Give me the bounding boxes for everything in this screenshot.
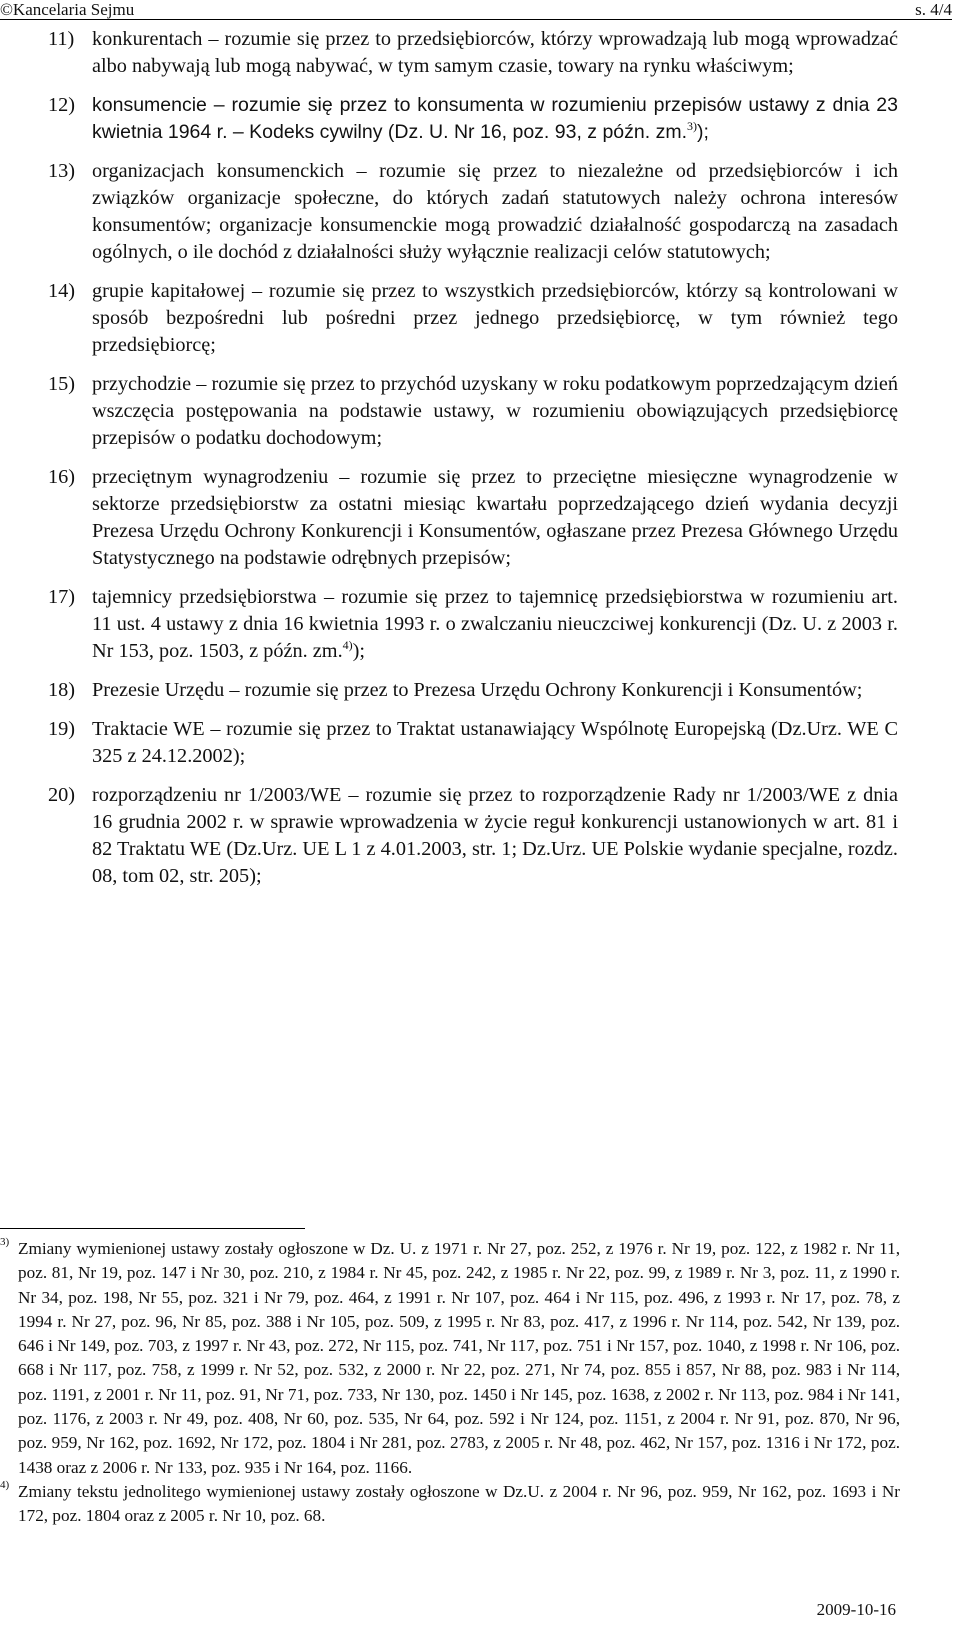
definition-number: 15): [48, 373, 76, 395]
footnotes-section: [0, 1237, 900, 1529]
definition-item: [48, 26, 898, 80]
header-divider: [0, 19, 952, 20]
definition-text: rozporządzeniu nr 1/2003/WE – rozumie się przez to rozporządzenie Rady nr 1/2003/WE z dnia 16 grudnia 2002 r. w sprawie wprowadzenia w życie reguł konkurencji ustanowionych w art. 81 i 82 Traktatu WE (Dz.Urz. UE L 1 z 4.01.2003, str. 1; Dz.Urz. UE Polskie wydanie specjalne, rozdz. 08, tom 02, str. 205);: [92, 784, 898, 887]
definition-item: [48, 677, 898, 704]
page-number: s. 4/4: [915, 0, 952, 19]
definition-text: przychodzie – rozumie się przez to przychód uzyskany w roku podatkowym poprzedzającym dzień wszczęcia postępowania na podstawie ustawy, w rozumieniu obowiązujących przedsiębiorcę przepisów o podatku dochodowym;: [92, 373, 898, 449]
definition-number: 14): [48, 280, 76, 302]
definition-item: [48, 158, 898, 266]
definition-text: Traktacie WE – rozumie się przez to Traktat ustanawiający Wspólnotę Europejską (Dz.Urz. WE C 325 z 24.12.2002);: [92, 718, 898, 767]
footnote-divider: [0, 1228, 305, 1229]
definition-item: [48, 464, 898, 572]
definition-item: [48, 278, 898, 359]
footnote: 3) Zmiany wymienionej ustawy zostały ogłoszone w Dz. U. z 1971 r. Nr 27, poz. 252, z 1976 r. Nr 19, poz. 122, z 1982 r. Nr 11, poz. 81, Nr 19, poz. 147 i Nr 30, poz. 210, z 1984 r. Nr 45, poz. 242, z 1985 r. Nr 22, poz. 99, z 1989 r. Nr 3, poz. 11, z 1990 r. Nr 34, poz. 198, Nr 55, poz. 321 i Nr 79, poz. 464, z 1991 r. Nr 107, poz. 464 i Nr 115, poz. 496, z 1993 r. Nr 17, poz. 78, z 1994 r. Nr 27, poz. 96, Nr 85, poz. 388 i Nr 105, poz. 509, z 1995 r. Nr 83, poz. 417, z 1996 r. Nr 114, poz. 542, Nr 139, poz. 646 i Nr 149, poz. 703, z 1997 r. Nr 43, poz. 272, Nr 115, poz. 741, Nr 117, poz. 751 i Nr 157, poz. 1040, z 1998 r. Nr 106, poz. 668 i Nr 117, poz. 758, z 1999 r. Nr 52, poz. 532, z 2000 r. Nr 22, poz. 271, Nr 74, poz. 855 i 857, Nr 88, poz. 983 i Nr 114, poz. 1191, z 2001 r. Nr 11, poz. 91, Nr 71, poz. 733, Nr 130, poz. 1450 i Nr 145, poz. 1638, z 2002 r. Nr 113, poz. 984 i Nr 141, poz. 1176, z 2003 r. Nr 49, poz. 408, Nr 60, poz. 535, Nr 64, poz. 592 i Nr 124, poz. 1151, z 2004 r. Nr 91, poz. 870, Nr 96, poz. 959, Nr 162, poz. 1692, Nr 172, poz. 1804 i Nr 281, poz. 2783, z 2005 r. Nr 48, poz. 462, Nr 157, poz. 1316 i Nr 172, poz. 1438 oraz z 2006 r. Nr 133, poz. 935 i Nr 164, poz. 1166.: [0, 1236, 900, 1477]
footnote-ref[interactable]: 3): [687, 119, 697, 133]
definition-item: [48, 371, 898, 452]
definition-number: 17): [48, 586, 76, 608]
definition-text: tajemnicy przedsiębiorstwa – rozumie się przez to tajemnicę przedsiębiorstwa w rozumieniu art. 11 ust. 4 ustawy z dnia 16 kwietnia 1993 r. o zwalczaniu nieuczciwej konkurencji (Dz. U. z 2003 r. Nr 153, poz. 1503, z późn. zm.: [92, 586, 898, 662]
footnote-text: Zmiany tekstu jednolitego wymienionej ustawy zostały ogłoszone w Dz.U. z 2004 r. Nr 96, poz. 959, Nr 162, poz. 1693 i Nr 172, poz. 1804 oraz z 2005 r. Nr 10, poz. 68.: [18, 1481, 900, 1526]
footnote-text: Zmiany wymienionej ustawy zostały ogłoszone w Dz. U. z 1971 r. Nr 27, poz. 252, z 1976 r. Nr 19, poz. 122, z 1982 r. Nr 11, poz. 81, Nr 19, poz. 147 i Nr 30, poz. 210, z 1984 r. Nr 45, poz. 242, z 1985 r. Nr 22, poz. 99, z 1989 r. Nr 3, poz. 11, z 1990 r. Nr 34, poz. 198, Nr 55, poz. 321 i Nr 79, poz. 464, z 1991 r. Nr 107, poz. 464 i Nr 115, poz. 496, z 1993 r. Nr 17, poz. 78, z 1994 r. Nr 27, poz. 96, Nr 85, poz. 388 i Nr 105, poz. 509, z 1995 r. Nr 83, poz. 417, z 1996 r. Nr 114, poz. 542, Nr 139, poz. 646 i Nr 149, poz. 703, z 1997 r. Nr 43, poz. 272, Nr 115, poz. 741, Nr 117, poz. 751 i Nr 157, poz. 1040, z 1998 r. Nr 106, poz. 668 i Nr 117, poz. 758, z 1999 r. Nr 52, poz. 532, z 2000 r. Nr 22, poz. 271, Nr 74, poz. 855 i 857, Nr 88, poz. 983 i Nr 114, poz. 1191, z 2001 r. Nr 11, poz. 91, Nr 71, poz. 733, Nr 130, poz. 1450 i Nr 145, poz. 1638, z 2002 r. Nr 113, poz. 984 i Nr 141, poz. 1176, z 2003 r. Nr 49, poz. 408, Nr 60, poz. 535, Nr 64, poz. 592 i Nr 124, poz. 1151, z 2004 r. Nr 91, poz. 870, Nr 96, poz. 959, Nr 162, poz. 1692, Nr 172, poz. 1804 i Nr 281, poz. 2783, z 2005 r. Nr 48, poz. 462, Nr 157, poz. 1316 i Nr 172, poz. 1438 oraz z 2006 r. Nr 133, poz. 935 i Nr 164, poz. 1166.: [18, 1239, 900, 1477]
definition-item: [48, 716, 898, 770]
definition-item: [48, 584, 898, 665]
definition-text: organizacjach konsumenckich – rozumie się przez to niezależne od przedsiębiorców i ich związków organizacje społeczne, do których zadań statutowych należy ochrona interesów konsumentów; organizacje konsumenckie mogą prowadzić działalność gospodarczą na zasadach ogólnych, o ile dochód z działalności służy wyłącznie realizacji celów statutowych;: [92, 160, 898, 263]
definition-item: [48, 782, 898, 890]
footnote: 4) Zmiany tekstu jednolitego wymienionej ustawy zostały ogłoszone w Dz.U. z 2004 r. Nr 96, poz. 959, Nr 162, poz. 1693 i Nr 172, poz. 1804 oraz z 2005 r. Nr 10, poz. 68.: [0, 1478, 900, 1526]
definition-item: [48, 92, 898, 146]
definition-text: grupie kapitałowej – rozumie się przez to wszystkich przedsiębiorców, którzy są kontrolowani w sposób bezpośredni lub pośredni przez jednego przedsiębiorcę, w tym również tego przedsiębiorcę;: [92, 280, 898, 356]
definition-number: 11): [48, 28, 75, 50]
copyright-label: ©Kancelaria Sejmu: [0, 0, 135, 19]
definition-number: 20): [48, 784, 76, 806]
definition-number: 18): [48, 679, 76, 701]
definition-text: konkurentach – rozumie się przez to przedsiębiorców, którzy wprowadzają lub mogą wprowadzać albo nabywają lub mogą nabywać, w tym samym czasie, towary na rynku właściwym;: [92, 28, 898, 77]
definition-text: konsumencie – rozumie się przez to konsumenta w rozumieniu przepisów ustawy z dnia 23 kwietnia 1964 r. – Kodeks cywilny (Dz. U. Nr 16, poz. 93, z późn. zm.: [92, 94, 898, 143]
definition-text: przeciętnym wynagrodzeniu – rozumie się przez to przeciętne miesięczne wynagrodzenie w sektorze przedsiębiorstw za ostatni miesiąc kwartału poprzedzającego dzień wydania decyzji Prezesa Urzędu Ochrony Konkurencji i Konsumentów, ogłaszane przez Prezesa Głównego Urzędu Statystycznego na podstawie odrębnych przepisów;: [92, 466, 898, 569]
definition-tail: );: [352, 640, 366, 662]
definition-number: 12): [48, 94, 76, 116]
document-date: 2009-10-16: [816, 1600, 896, 1619]
definition-number: 19): [48, 718, 76, 740]
definition-text: Prezesie Urzędu – rozumie się przez to Prezesa Urzędu Ochrony Konkurencji i Konsumentów;: [92, 679, 863, 701]
definitions-list: [48, 26, 898, 902]
definition-tail: );: [697, 121, 709, 143]
definition-number: 16): [48, 466, 76, 488]
footnote-ref[interactable]: 4): [342, 638, 353, 652]
definition-number: 13): [48, 160, 76, 182]
